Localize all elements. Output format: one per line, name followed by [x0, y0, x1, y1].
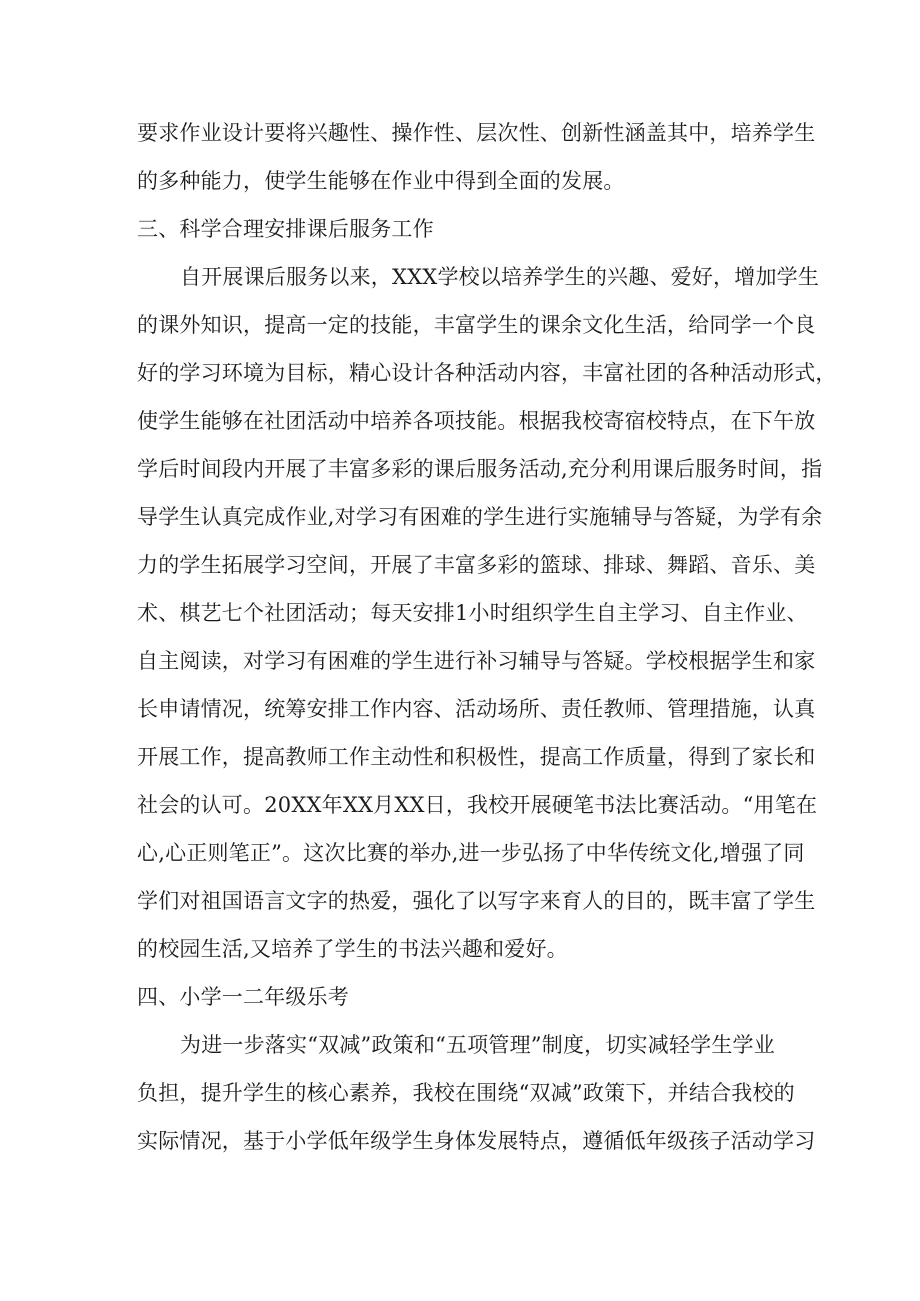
text-line: 好的学习环境为目标，精心设计各种活动内容，丰富社团的各种活动形式， — [137, 361, 837, 385]
section-heading: 四、小学一二年级乐考 — [137, 985, 349, 1009]
text-line: 的多种能力，使学生能够在作业中得到全面的发展。 — [137, 169, 625, 193]
text-line: 为进一步落实“双减”政策和“五项管理”制度，切实减轻学生学业 — [180, 1033, 775, 1057]
text-line: 导学生认真完成作业,对学习有困难的学生进行实施辅导与答疑，为学有余 — [137, 505, 823, 529]
text-line: 社会的认可。20XX年XX月XX日，我校开展硬笔书法比赛活动。“用笔在 — [137, 793, 818, 817]
text-line: 负担，提升学生的核心素养，我校在围绕“双减”政策下，并结合我校的 — [137, 1081, 795, 1105]
text-line: 使学生能够在社团活动中培养各项技能。根据我校寄宿校特点，在下午放 — [137, 409, 816, 433]
text-line: 要求作业设计要将兴趣性、操作性、层次性、创新性涵盖其中，培养学生 — [137, 121, 816, 145]
text-line: 学们对祖国语言文字的热爱，强化了以写字来育人的目的，既丰富了学生 — [137, 889, 816, 913]
text-line: 实际情况，基于小学低年级学生身体发展特点，遵循低年级孩子活动学习 — [137, 1129, 816, 1153]
text-line: 开展工作，提高教师工作主动性和积极性，提高工作质量，得到了家长和 — [137, 745, 816, 769]
text-line: 术、棋艺七个社团活动；每天安排1小时组织学生自主学习、自主作业、 — [137, 601, 808, 625]
text-line: 自主阅读，对学习有困难的学生进行补习辅导与答疑。学校根据学生和家 — [137, 649, 816, 673]
section-heading: 三、科学合理安排课后服务工作 — [137, 217, 434, 241]
text-line: 长申请情况，统筹安排工作内容、活动场所、责任教师、管理措施，认真 — [137, 697, 816, 721]
text-line: 学后时间段内开展了丰富多彩的课后服务活动,充分利用课后服务时间，指 — [137, 457, 823, 481]
text-line: 的校园生活,又培养了学生的书法兴趣和爱好。 — [137, 937, 568, 961]
text-line: 力的学生拓展学习空间，开展了丰富多彩的篮球、排球、舞蹈、音乐、美 — [137, 553, 816, 577]
text-line: 心,心正则笔正”。这次比赛的举办,进一步弘扬了中华传统文化,增强了同 — [137, 841, 805, 865]
text-line: 自开展课后服务以来，XXX学校以培养学生的兴趣、爱好，增加学生 — [180, 265, 820, 289]
text-line: 的课外知识，提高一定的技能，丰富学生的课余文化生活，给同学一个良 — [137, 313, 816, 337]
